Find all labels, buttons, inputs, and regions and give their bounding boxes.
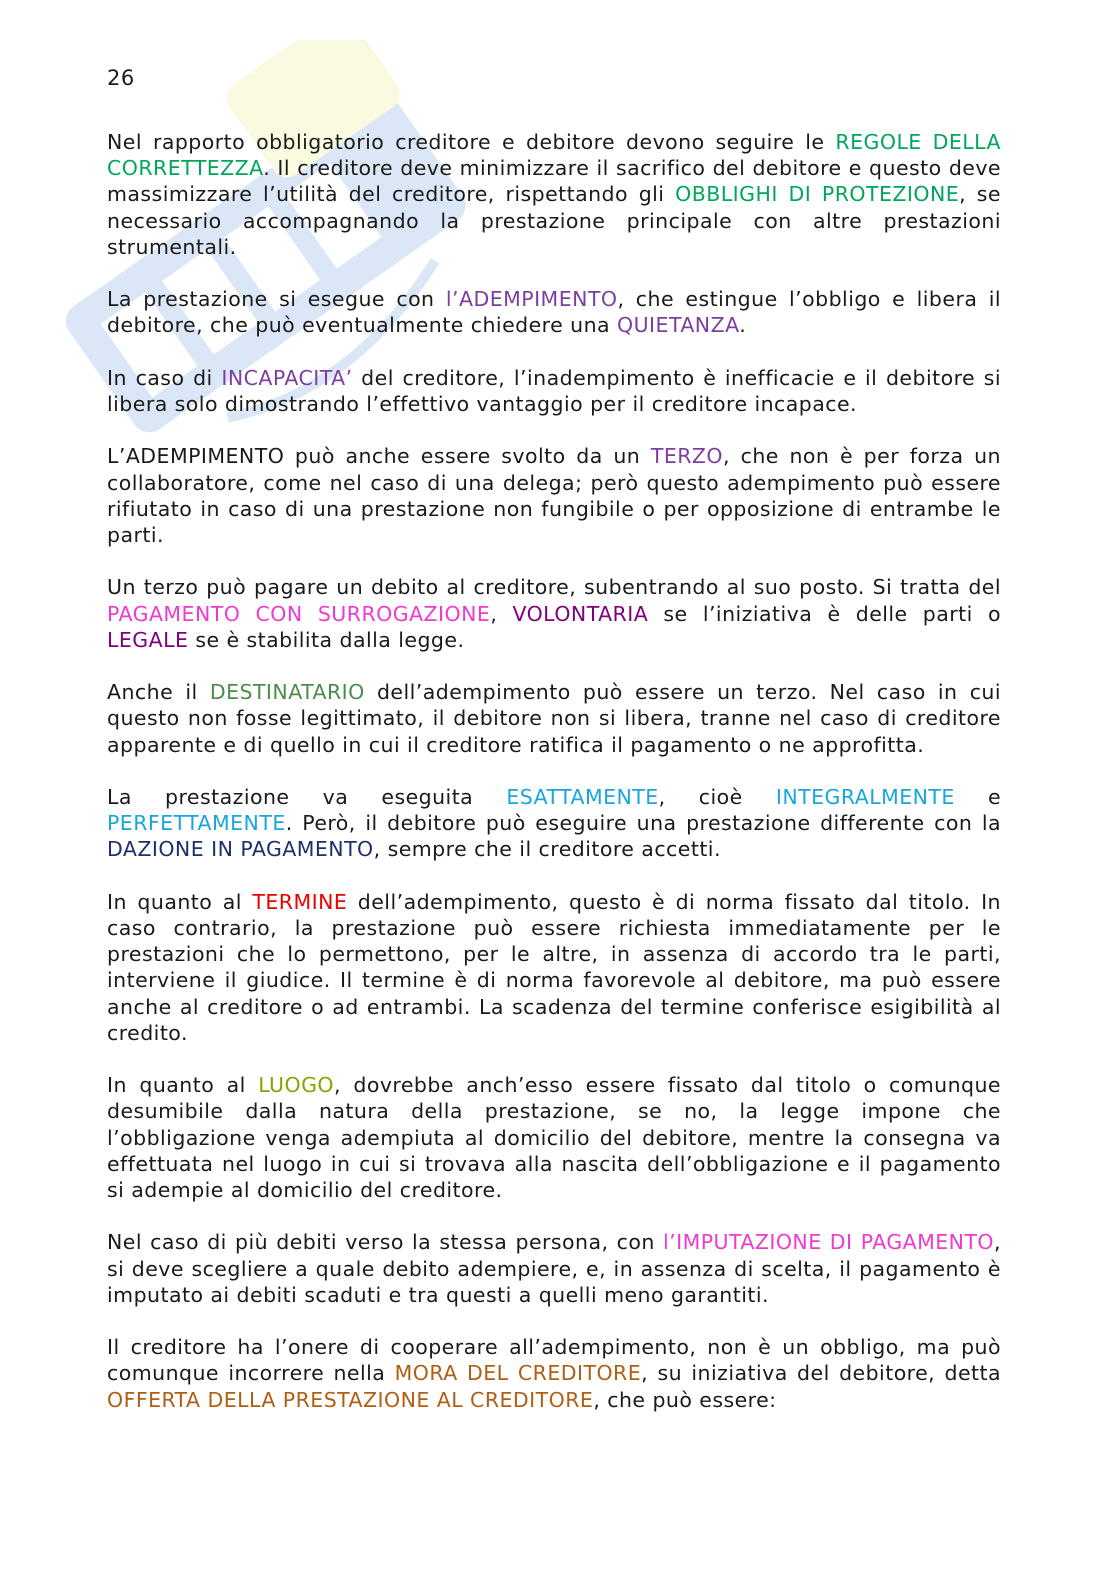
highlighted-term: LUOGO <box>258 1073 334 1098</box>
paragraph <box>107 1229 1001 1308</box>
text-run: Il creditore ha l’onere di cooperare all’adempimento, non è un obbligo, ma può comunque incorrere nella <box>107 1335 1001 1386</box>
paragraph <box>107 784 1001 863</box>
text-run: Anche il <box>107 680 210 705</box>
paragraph <box>107 443 1001 548</box>
text-run: dell’adempimento può essere un terzo. Nel caso in cui questo non fosse legittimato, il debitore non si libera, tranne nel caso di creditore apparente e di quello in cui il creditore ratifica il pagamento o ne approfitta. <box>107 680 1001 757</box>
text-run: In quanto al <box>107 889 253 914</box>
text-run: , che non è per forza un collaboratore, come nel caso di una delega; però questo adempimento può essere rifiutato in caso di una prestazione non fungibile o per opposizione di entrambe le parti. <box>107 444 1001 547</box>
highlighted-term: VOLONTARIA <box>512 601 649 626</box>
text-run: , se necessario accompagnando la prestazione principale con altre prestazioni strumentali. <box>107 182 1001 259</box>
text-run: . Però, il debitore può eseguire una prestazione differente con la <box>285 811 1001 836</box>
highlighted-term: MORA DEL CREDITORE <box>394 1361 642 1386</box>
paragraph <box>107 1072 1001 1203</box>
text-run: , sempre che il creditore accetti. <box>373 837 721 862</box>
text-run: La prestazione va eseguita <box>107 784 507 809</box>
text-run: La prestazione si esegue con <box>107 287 446 312</box>
highlighted-term: PAGAMENTO CON SURROGAZIONE <box>107 601 491 626</box>
paragraph <box>107 574 1001 653</box>
text-run: , <box>490 601 513 626</box>
highlighted-term: OFFERTA DELLA PRESTAZIONE AL CREDITORE <box>107 1387 594 1412</box>
highlighted-term: OBBLIGHI DI PROTEZIONE <box>675 182 960 207</box>
text-run: e <box>954 784 1002 809</box>
highlighted-term: INTEGRALMENTE <box>775 784 955 809</box>
text-run: se è stabilita dalla legge. <box>188 627 465 652</box>
text-run: . <box>739 313 747 338</box>
paragraph <box>107 1334 1001 1413</box>
highlighted-term: PERFETTAMENTE <box>107 811 286 836</box>
highlighted-term: REGOLE DELLA CORRETTEZZA <box>107 130 1001 181</box>
highlighted-term: DAZIONE IN PAGAMENTO <box>107 837 374 862</box>
paragraph <box>107 365 1001 417</box>
text-run: . Il creditore deve minimizzare il sacrifico del debitore e questo deve massimizzare l’utilità del creditore, rispettando gli <box>107 156 1001 207</box>
highlighted-term: l’IMPUTAZIONE DI PAGAMENTO <box>662 1230 995 1255</box>
text-run: , si deve scegliere a quale debito adempiere, e, in assenza di scelta, il pagamento è imputato ai debiti scaduti e tra questi a quelli meno garantiti. <box>107 1230 1001 1307</box>
text-run: , cioè <box>658 784 776 809</box>
document-body <box>107 129 1001 1439</box>
text-run: Nel rapporto obbligatorio creditore e debitore devono seguire le <box>107 130 836 154</box>
text-run: dell’adempimento, questo è di norma fissato dal titolo. In caso contrario, la prestazione può essere richiesta immediatamente per le prestazioni che lo permettono, per le altre, in assenza di accordo tra le parti, interviene il giudice. Il termine è di norma favorevole al debitore, ma può essere anche al creditore o ad entrambi. La scadenza del termine conferisce esigibilità al credito. <box>107 889 1002 1045</box>
page-number: 26 <box>107 66 135 90</box>
text-run: , che può essere: <box>593 1387 777 1412</box>
highlighted-term: l’ADEMPIMENTO <box>445 287 618 312</box>
text-run: Nel caso di più debiti verso la stessa persona, con <box>107 1230 663 1255</box>
highlighted-term: DESTINATARIO <box>209 680 365 705</box>
text-run: In caso di <box>107 365 222 390</box>
paragraph <box>107 679 1001 758</box>
highlighted-term: ESATTAMENTE <box>506 784 659 809</box>
paragraph <box>107 286 1001 338</box>
text-run: se l’iniziativa è delle parti o <box>648 601 1001 626</box>
paragraph <box>107 129 1001 260</box>
text-run: , dovrebbe anch’esso essere fissato dal titolo o comunque desumibile dalla natura della prestazione, se no, la legge impone che l’obbligazione venga adempiuta al domicilio del debitore, mentre la consegna va effettuata nel luogo in cui si trovava alla nascita dell’obbligazione e il pagamento si adempie al domicilio del creditore. <box>107 1073 1001 1202</box>
text-run: , che estingue l’obbligo e libera il debitore, che può eventualmente chiedere una <box>107 287 1002 338</box>
highlighted-term: QUIETANZA <box>617 313 740 338</box>
highlighted-term: TERMINE <box>252 889 348 914</box>
text-run: del creditore, l’inadempimento è inefficacie e il debitore si libera solo dimostrando l’effettivo vantaggio per il creditore incapace. <box>107 365 1001 416</box>
highlighted-term: INCAPACITA’ <box>221 365 353 390</box>
text-run: , su iniziativa del debitore, detta <box>641 1361 1002 1386</box>
highlighted-term: TERZO <box>650 444 724 469</box>
highlighted-term: LEGALE <box>107 627 189 652</box>
text-run: Un terzo può pagare un debito al creditore, subentrando al suo posto. Si tratta del <box>107 575 1001 600</box>
paragraph <box>107 889 1001 1046</box>
text-run: In quanto al <box>107 1073 259 1098</box>
text-run: L’ADEMPIMENTO può anche essere svolto da un <box>107 444 651 469</box>
